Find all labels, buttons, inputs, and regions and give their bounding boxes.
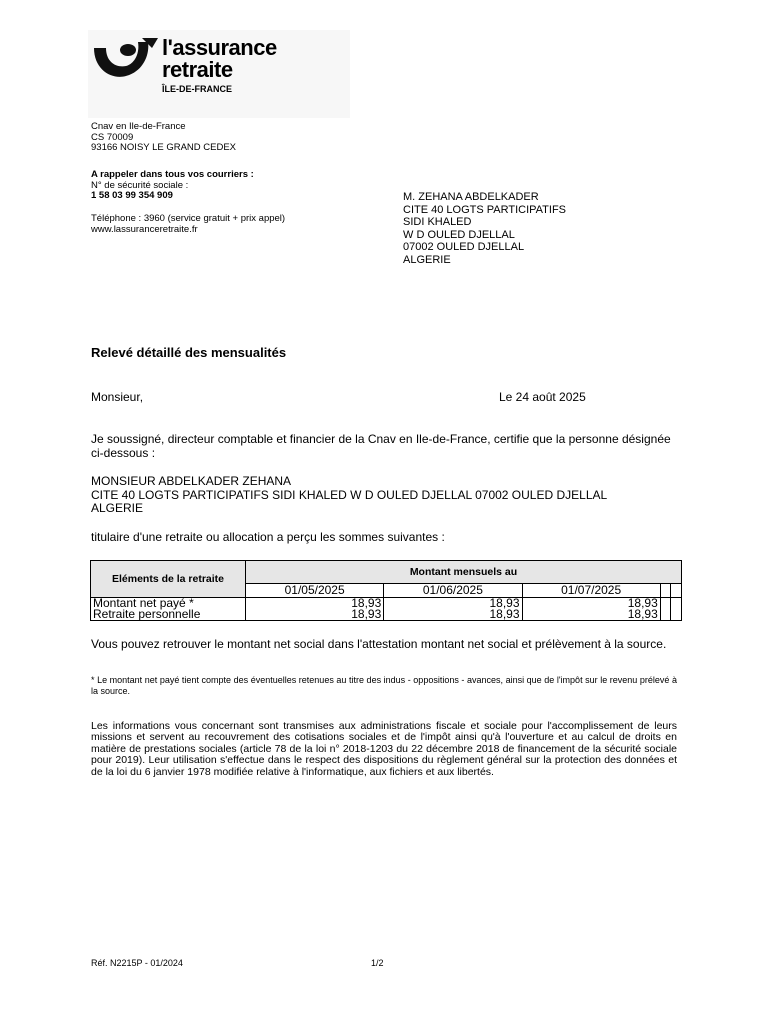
logo-line-3: ÎLE-DE-FRANCE — [162, 84, 232, 94]
assurance-retraite-logo-icon — [90, 36, 162, 82]
date-header: 01/05/2025 — [246, 584, 384, 598]
contact-block — [91, 214, 285, 235]
row-value: 18,93 — [246, 609, 384, 621]
row-label: Retraite personnelle — [91, 609, 246, 621]
row-value: 18,93 — [246, 598, 384, 610]
table-header-amounts: Montant mensuels au — [246, 561, 682, 584]
recipient-line: SIDI KHALED — [403, 216, 472, 228]
recipient-line: CITE 40 LOGTS PARTICIPATIFS — [403, 203, 566, 216]
document-title: Relevé détaillé des mensualités — [91, 345, 287, 360]
footer-reference: Réf. N2215P - 01/2024 — [91, 958, 183, 968]
sender-line: CS 70009 — [91, 131, 134, 143]
recipient-line: 07002 OULED DJELLAL — [403, 241, 525, 253]
table-header-elements: Eléments de la retraite — [91, 561, 246, 598]
net-social-text: Vous pouvez retrouver le montant net social dans l'attestation montant net social et prélèvement à la source. — [91, 637, 667, 651]
pension-table — [90, 560, 682, 621]
sender-address — [91, 122, 236, 154]
person-country: ALGERIE — [91, 501, 144, 515]
row-value: 18,93 — [522, 609, 660, 621]
date-header: 01/06/2025 — [384, 584, 522, 598]
sender-line: Cnav en Ile-de-France — [91, 121, 186, 132]
row-label: Montant net payé * — [91, 598, 246, 610]
person-name: MONSIEUR ABDELKADER ZEHANA — [91, 474, 292, 488]
recipient-line: W D OULED DJELLAL — [403, 228, 515, 241]
date-header — [660, 584, 671, 598]
row-value: 18,93 — [522, 598, 660, 610]
salutation: Monsieur, — [91, 390, 144, 404]
person-address: CITE 40 LOGTS PARTICIPATIFS SIDI KHALED W D OULED DJELLAL 07002 OULED DJELLAL — [91, 487, 608, 502]
recipient-line: M. ZEHANA ABDELKADER — [403, 191, 539, 203]
intro-text: Je soussigné, directeur comptable et financier de la Cnav en Ile-de-France, certifie que la personne désignée ci-dessous : — [91, 432, 671, 460]
phone-text: Téléphone : 3960 (service gratuit + prix appel) — [91, 213, 286, 224]
ssn-value: 1 58 03 99 354 909 — [91, 190, 173, 201]
reminder-heading: A rappeler dans tous vos courriers : — [91, 169, 254, 180]
row-value — [671, 598, 682, 610]
ssn-label: N° de sécurité sociale : — [91, 179, 189, 191]
table-row — [91, 609, 682, 621]
logo-line-1: l'assurance — [162, 35, 277, 60]
footnote: * Le montant net payé tient compte des éventuelles retenues au titre des indus - oppositions - avances, ainsi que de l'impôt sur le revenu prélevé à la source. — [91, 675, 677, 696]
logo-line-2: retraite — [162, 57, 233, 82]
recipient-line: ALGERIE — [403, 253, 451, 266]
letter-date: Le 24 août 2025 — [499, 390, 586, 404]
row-value: 18,93 — [384, 609, 522, 621]
recipient-address — [403, 191, 566, 266]
person-block — [91, 475, 691, 516]
date-header: 01/07/2025 — [522, 584, 660, 598]
page-number: 1/2 — [371, 958, 384, 968]
sender-line: 93166 NOISY LE GRAND CEDEX — [91, 142, 237, 153]
row-value: 18,93 — [384, 598, 522, 610]
row-value — [660, 609, 671, 621]
logo — [88, 30, 350, 118]
privacy-notice: Les informations vous concernant sont transmises aux administrations fiscale et sociale pour l'accomplissement de leurs missions et servent au recouvrement des cotisations sociales et de l'impôt ainsi qu'à l'ouverture et au calcul de droits en matière de prestations sociales (article 78 de la loi n° 2018-1203 du 22 décembre 2018 de financement de la sécurité sociale pour 2019). Leur utilisation s'effectue dans le respect des dispositions du règlement général sur la protection des données et de la loi du 6 janvier 1978 modifiée relative à l'informatique, aux fichiers et aux libertés. — [91, 720, 677, 778]
date-header — [671, 584, 682, 598]
row-value — [660, 598, 671, 610]
titular-text: titulaire d'une retraite ou allocation a perçu les sommes suivantes : — [91, 530, 445, 544]
website-link[interactable]: www.lassuranceretraite.fr — [91, 223, 198, 235]
row-value — [671, 609, 682, 621]
reminder-block — [91, 170, 254, 202]
